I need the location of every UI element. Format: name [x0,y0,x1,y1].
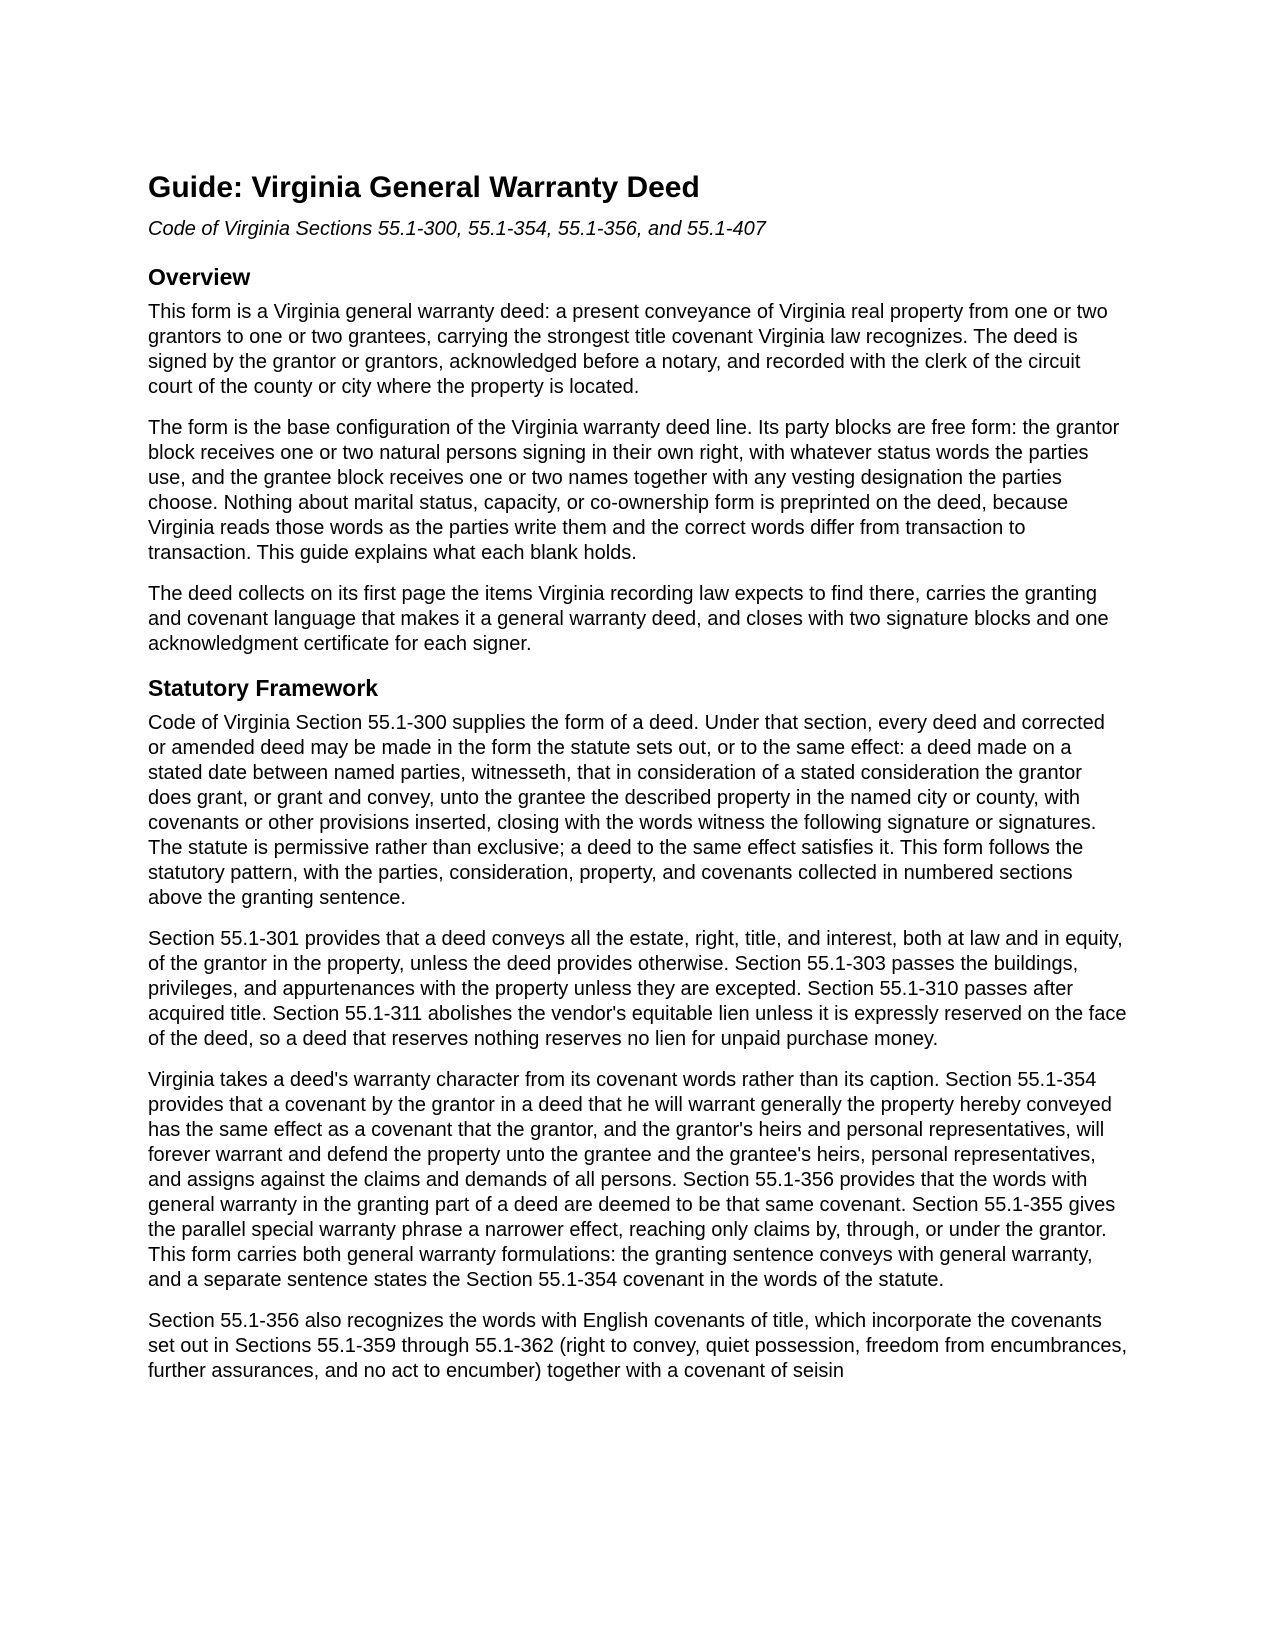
document-title: Guide: Virginia General Warranty Deed [148,171,700,204]
section-heading: Overview [148,264,251,290]
document-page [148,170,1128,1400]
paragraph: The form is the base configuration of the Virginia warranty deed line. Its party blocks are free form: the grantor block receives one or two natural persons signing in their own right, with whatever status words the parties use, and the grantee block receives one or two names together with any vesting designation the parties choose. Nothing about marital status, capacity, or co-ownership form is preprinted on the deed, because Virginia reads those words as the parties write them and the correct words differ from transaction to transaction. This guide explains what each blank holds. [148,417,1120,564]
document-subtitle: Code of Virginia Sections 55.1-300, 55.1-354, 55.1-356, and 55.1-407 [148,218,766,240]
section-statutory-framework [148,673,1128,1384]
paragraph: Section 55.1-356 also recognizes the words with English covenants of title, which incorporate the covenants set out in Sections 55.1-359 through 55.1-362 (right to convey, quiet possession, freedom from encumbrances, further assurances, and no act to encumber) together with a covenant of seisin [148,1310,1128,1382]
paragraph: Section 55.1-301 provides that a deed conveys all the estate, right, title, and interest, both at law and in equity, of the grantor in the property, unless the deed provides otherwise. Section 55.1-303 passes the buildings, privileges, and appurtenances with the property unless they are excepted. Section 55.1-310 passes after acquired title. Section 55.1-311 abolishes the vendor's equitable lien unless it is expressly reserved on the face of the deed, so a deed that reserves nothing reserves no lien for unpaid purchase money. [148,928,1127,1050]
paragraph: Code of Virginia Section 55.1-300 supplies the form of a deed. Under that section, every deed and corrected or amended deed may be made in the form the statute sets out, or to the same effect: a deed made on a stated date between named parties, witnesseth, that in consideration of a stated consideration the grantor does grant, or grant and convey, unto the grantee the described property in the named city or county, with covenants or other provisions inserted, closing with the words witness the following signature or signatures. The statute is permissive rather than exclusive; a deed to the same effect satisfies it. This form follows the statutory pattern, with the parties, consideration, property, and covenants collected in numbered sections above the granting sentence. [148,712,1105,909]
paragraph: Virginia takes a deed's warranty character from its covenant words rather than its caption. Section 55.1-354 provides that a covenant by the grantor in a deed that he will warrant generally the property hereby conveyed has the same effect as a covenant that the grantor, and the grantor's heirs and personal representatives, will forever warrant and defend the property unto the grantee and the grantee's heirs, personal representatives, and assigns against the claims and demands of all persons. Section 55.1-356 provides that the words with general warranty in the granting part of a deed are deemed to be that same covenant. Section 55.1-355 gives the parallel special warranty phrase a narrower effect, reaching only claims by, through, or under the grantor. This form carries both general warranty formulations: the granting sentence conveys with general warranty, and a separate sentence states the Section 55.1-354 covenant in the words of the statute. [148,1069,1116,1291]
section-heading: Statutory Framework [148,675,379,701]
paragraph: This form is a Virginia general warranty deed: a present conveyance of Virginia real property from one or two grantors to one or two grantees, carrying the strongest title covenant Virginia law recognizes. The deed is signed by the grantor or grantors, acknowledged before a notary, and recorded with the clerk of the circuit court of the county or city where the property is located. [148,301,1108,398]
section-overview [148,262,1128,657]
paragraph: The deed collects on its first page the items Virginia recording law expects to find there, carries the granting and covenant language that makes it a general warranty deed, and closes with two signature blocks and one acknowledgment certificate for each signer. [148,583,1109,655]
